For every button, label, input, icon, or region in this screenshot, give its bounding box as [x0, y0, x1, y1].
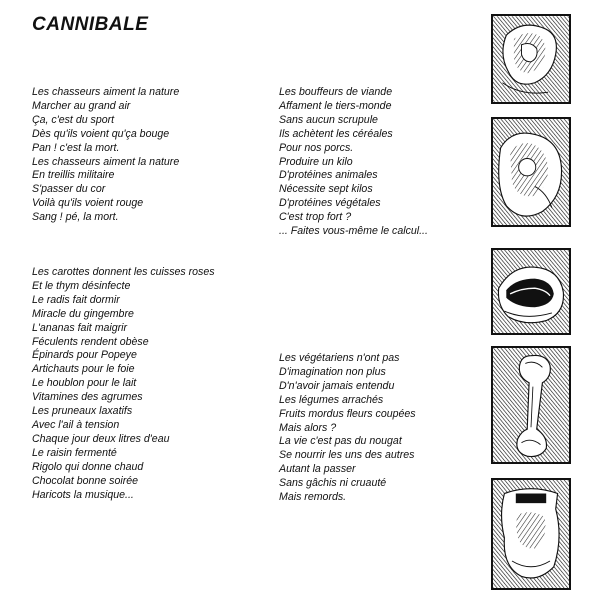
verse-line: Et le thym désinfecte — [32, 279, 131, 292]
verse-line: Épinards pour Popeye — [32, 349, 137, 362]
verse-line: Chaque jour deux litres d'eau — [32, 432, 170, 445]
verse-line: Artichauts pour le foie — [32, 363, 135, 376]
verse-line: Pan ! c'est la mort. — [32, 141, 120, 154]
stanza-vegetarians — [279, 352, 416, 505]
stanza-meat-eaters — [279, 86, 428, 239]
verse-line: Voilà qu'ils voient rouge — [32, 197, 144, 210]
verse-line: Miracle du gingembre — [32, 307, 134, 320]
verse-line: Les pruneaux laxatifs — [32, 405, 133, 418]
bone-joint-sketch-icon — [493, 119, 569, 225]
verse-line: Les carottes donnent les cuisses roses — [32, 266, 215, 278]
verse-line: Produire un kilo — [279, 155, 353, 168]
jaw-sketch-icon — [493, 250, 569, 333]
vertebra-sketch-icon — [493, 480, 569, 588]
verse-line: Sans gâchis ni cruauté — [279, 477, 387, 490]
stanza-vegetables — [32, 266, 215, 502]
illustration-2 — [491, 117, 571, 227]
verse-line: Ça, c'est du sport — [32, 113, 115, 126]
verse-line: Mais remords. — [279, 491, 347, 504]
verse-line: Dès qu'ils voient qu'ça bouge — [32, 127, 170, 140]
verse-line: Autant la passer — [279, 463, 356, 476]
verse-line: Le raisin fermenté — [32, 446, 117, 459]
illustration-5 — [491, 478, 571, 590]
verse-line: C'est trop fort ? — [279, 211, 352, 224]
verse-line: S'passer du cor — [32, 183, 106, 196]
verse-line: Sans aucun scrupule — [279, 113, 378, 126]
illustration-4 — [491, 346, 571, 464]
verse-line: Vitamines des agrumes — [32, 391, 143, 404]
verse-line: Se nourrir les uns des autres — [279, 449, 415, 462]
stanza-hunters — [32, 86, 179, 225]
verse-line: Fruits mordus fleurs coupées — [279, 407, 416, 420]
illustration-3 — [491, 248, 571, 335]
verse-line: Mais alors ? — [279, 421, 337, 434]
verse-line: L'ananas fait maigrir — [32, 321, 128, 334]
verse-line: Les chasseurs aiment la nature — [32, 86, 180, 98]
verse-line: La vie c'est pas du nougat — [279, 435, 402, 448]
verse-line: Le radis fait dormir — [32, 293, 120, 306]
bone-sketch-icon — [493, 16, 569, 102]
verse-line: Affament le tiers-monde — [279, 99, 392, 112]
verse-line: Les légumes arrachés — [279, 393, 384, 406]
verse-line: Les végétariens n'ont pas — [279, 352, 400, 364]
verse-line: Chocolat bonne soirée — [32, 474, 139, 487]
verse-line: Ils achètent les céréales — [279, 127, 393, 140]
verse-line: Rigolo qui donne chaud — [32, 460, 144, 473]
verse-line: Pour nos porcs. — [279, 141, 354, 154]
verse-line: Nécessite sept kilos — [279, 183, 373, 196]
verse-line: Marcher au grand air — [32, 99, 131, 112]
verse-line: En treillis militaire — [32, 169, 115, 182]
verse-line: Avec l'ail à tension — [32, 418, 120, 431]
page-title: CANNIBALE — [32, 14, 149, 35]
verse-line: Sang ! pé, la mort. — [32, 211, 119, 224]
verse-line: D'protéines animales — [279, 169, 378, 182]
verse-line: ... Faites vous-même le calcul... — [279, 225, 428, 238]
verse-line: Féculents rendent obèse — [32, 335, 149, 348]
verse-line: Les bouffeurs de viande — [279, 86, 393, 98]
femur-sketch-icon — [493, 348, 569, 462]
verse-line: D'n'avoir jamais entendu — [279, 379, 395, 392]
verse-line: Le houblon pour le lait — [32, 377, 137, 390]
illustration-1 — [491, 14, 571, 104]
verse-line: D'protéines végétales — [279, 197, 381, 210]
verse-line: D'imagination non plus — [279, 365, 386, 378]
verse-line: Les chasseurs aiment la nature — [32, 155, 180, 168]
verse-line: Haricots la musique... — [32, 488, 134, 501]
